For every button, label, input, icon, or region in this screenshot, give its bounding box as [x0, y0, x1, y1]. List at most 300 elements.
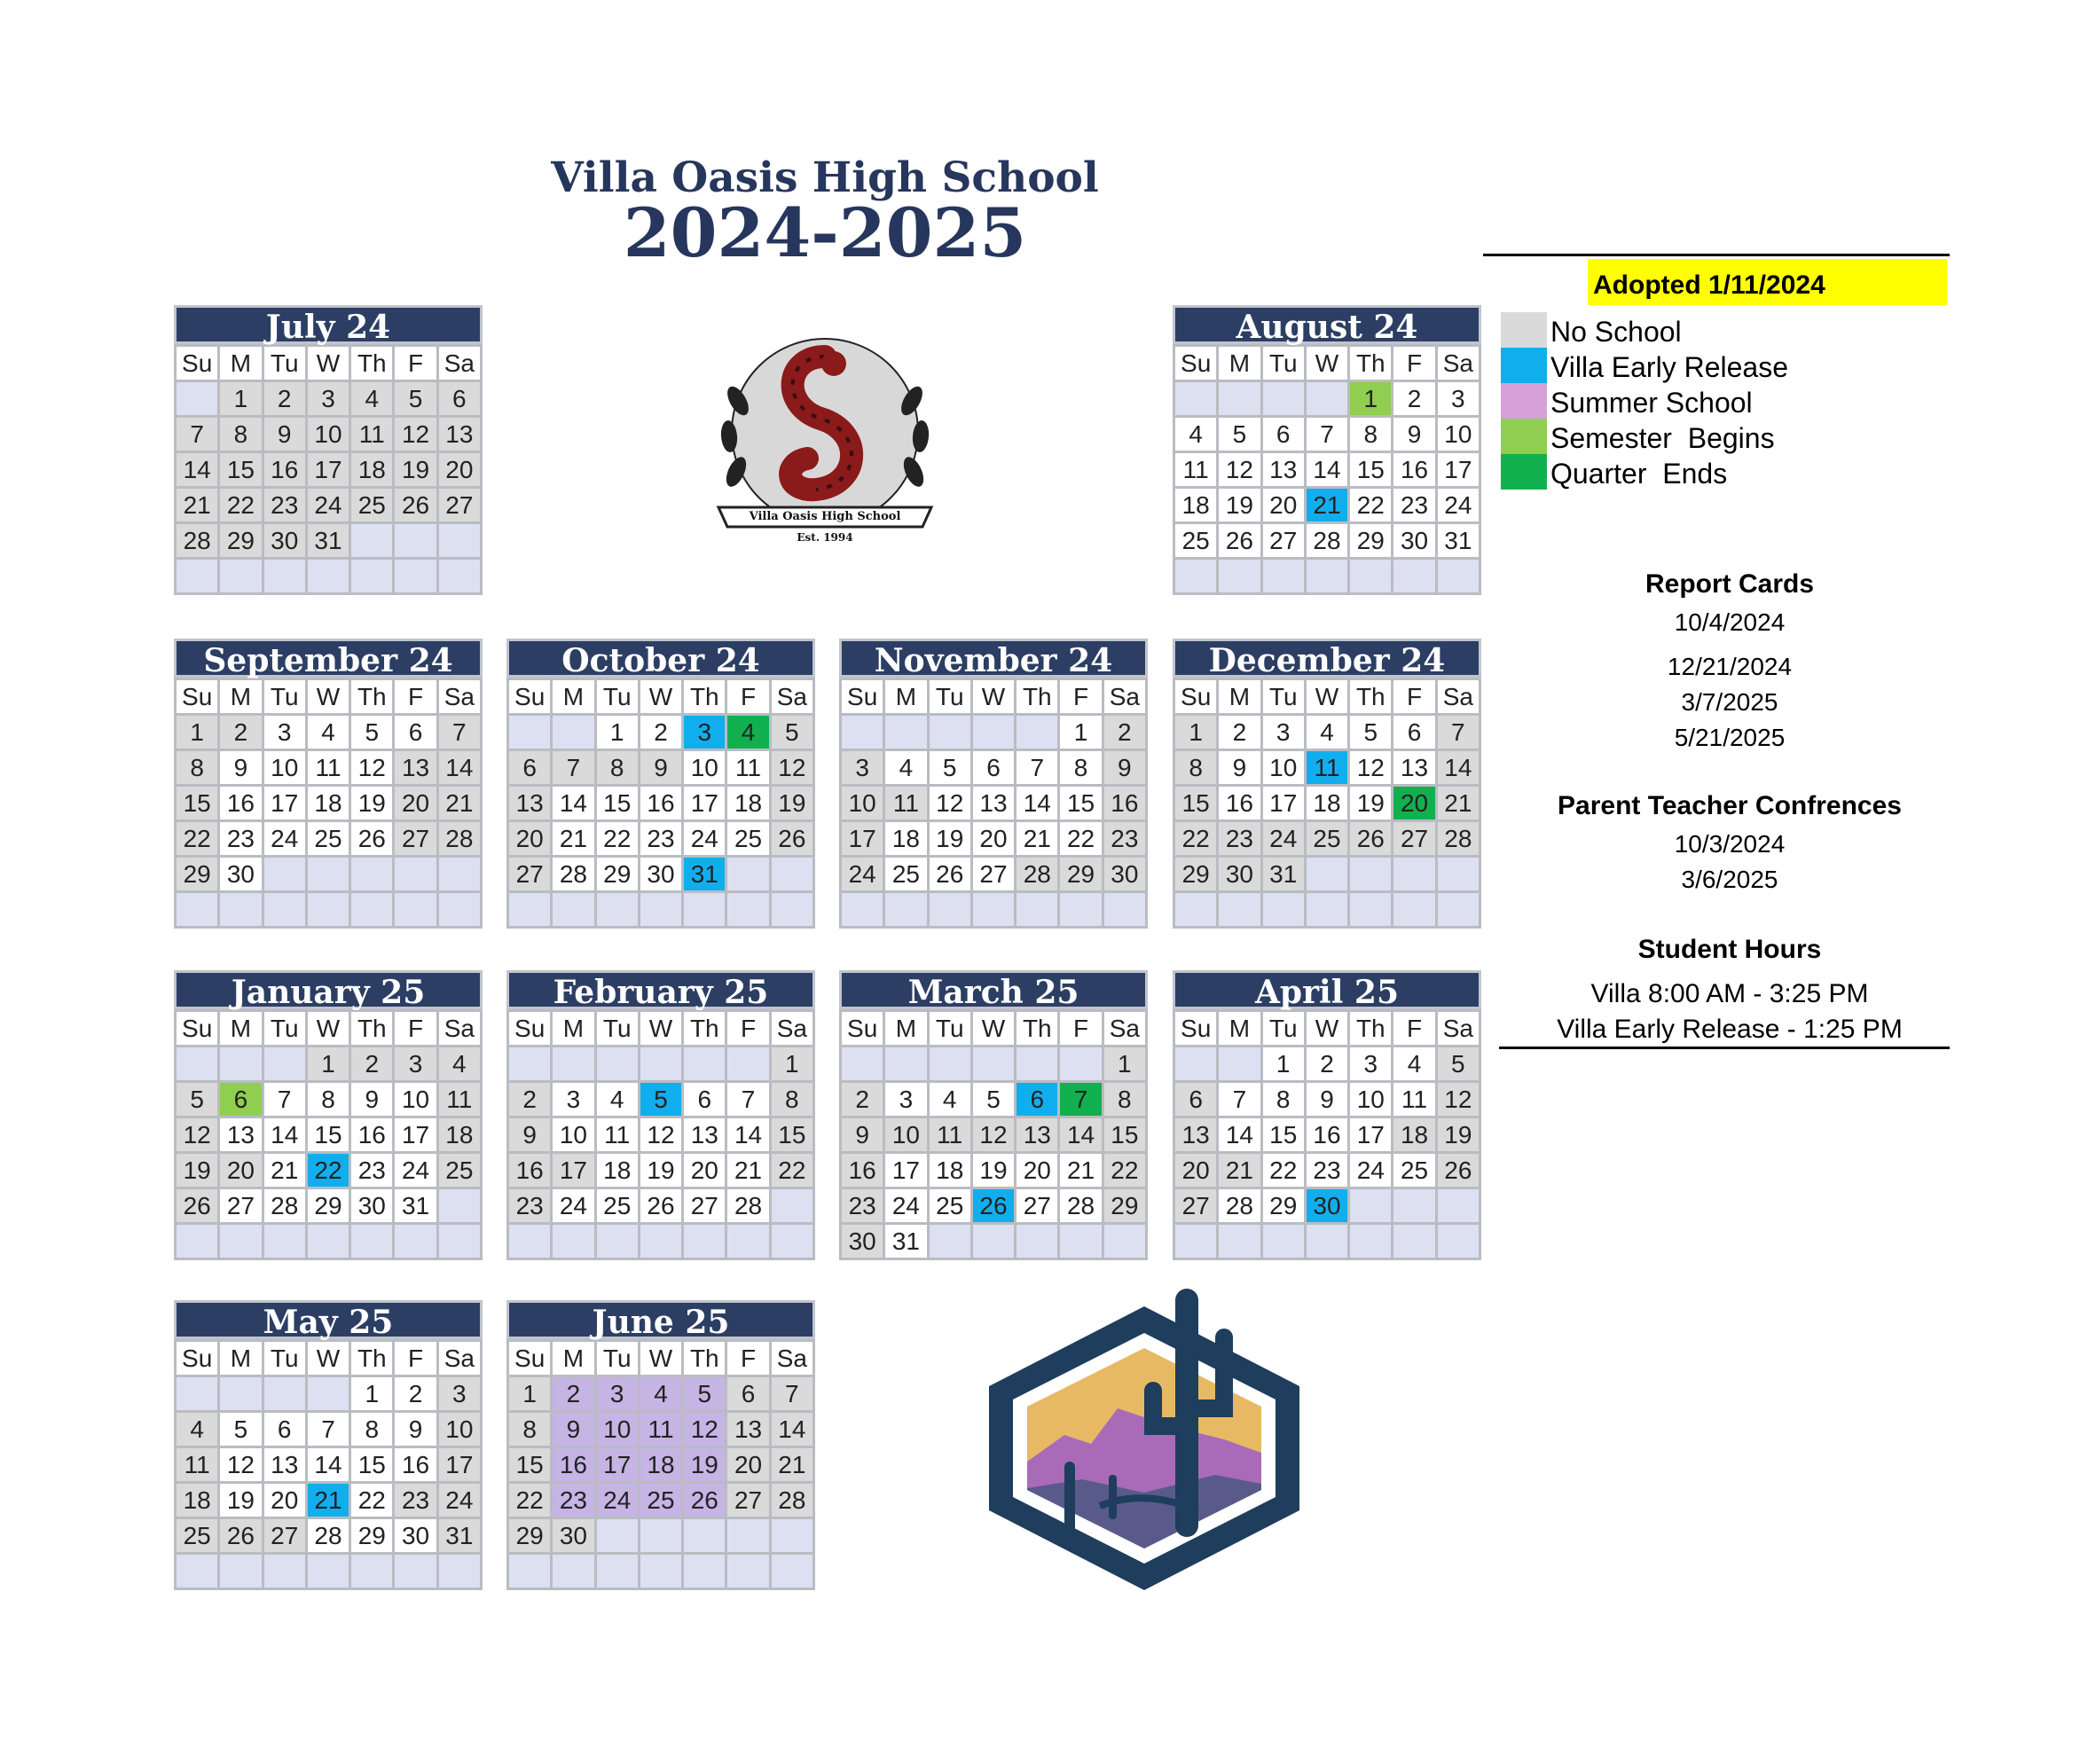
- day-cell: 30: [220, 858, 261, 890]
- day-cell: 22: [220, 489, 261, 521]
- day-cell: 25: [1307, 822, 1347, 855]
- day-cell: 25: [351, 489, 392, 521]
- day-cell: 2: [264, 382, 305, 415]
- weekday-header: W: [1307, 347, 1347, 380]
- day-cell: 7: [1017, 751, 1057, 784]
- day-cell: 14: [727, 1118, 768, 1151]
- empty-cell: [1104, 1225, 1145, 1258]
- day-cell: 18: [439, 1118, 480, 1151]
- day-cell: 5: [684, 1377, 725, 1410]
- day-cell: 18: [640, 1448, 681, 1481]
- student-hours-line: Villa Early Release - 1:25 PM: [1557, 1015, 1903, 1044]
- weekday-header: Th: [684, 680, 725, 713]
- month-title: July 24: [174, 305, 483, 344]
- empty-cell: [727, 893, 768, 926]
- day-cell: 24: [308, 489, 349, 521]
- legend-label-summer-school: Summer School: [1550, 387, 1753, 419]
- weekday-header: Sa: [772, 680, 812, 713]
- day-cell: 17: [1438, 453, 1479, 486]
- month-title: December 24: [1173, 639, 1481, 678]
- day-cell: 12: [351, 751, 392, 784]
- legend-swatch-quarter-ends: [1501, 454, 1547, 490]
- day-cell: 22: [597, 822, 638, 855]
- day-cell: 11: [177, 1448, 217, 1481]
- month-december: [1173, 639, 1481, 929]
- month-january: [174, 970, 483, 1260]
- day-cell: 31: [684, 858, 725, 890]
- empty-cell: [1175, 1047, 1216, 1080]
- day-cell: 15: [1350, 453, 1391, 486]
- day-cell: 28: [264, 1189, 305, 1222]
- day-cell: 30: [553, 1519, 593, 1552]
- empty-cell: [684, 1555, 725, 1588]
- empty-cell: [177, 382, 217, 415]
- day-cell: 3: [553, 1083, 593, 1116]
- weekday-header: Th: [351, 680, 392, 713]
- empty-cell: [1350, 1225, 1391, 1258]
- day-cell: 21: [727, 1154, 768, 1187]
- empty-cell: [351, 1225, 392, 1258]
- empty-cell: [1219, 893, 1260, 926]
- day-cell: 12: [684, 1413, 725, 1446]
- empty-cell: [772, 1519, 812, 1552]
- month-august: [1173, 305, 1481, 595]
- empty-cell: [727, 1519, 768, 1552]
- day-cell: 5: [177, 1083, 217, 1116]
- month-title: April 25: [1173, 970, 1481, 1009]
- empty-cell: [842, 716, 883, 749]
- day-cell: 29: [177, 858, 217, 890]
- empty-cell: [509, 893, 550, 926]
- day-cell: 28: [1219, 1189, 1260, 1222]
- day-cell: 13: [220, 1118, 261, 1151]
- day-cell: 23: [1307, 1154, 1347, 1187]
- empty-cell: [553, 716, 593, 749]
- day-cell: 1: [1060, 716, 1101, 749]
- month-title: May 25: [174, 1300, 483, 1339]
- day-cell: 23: [1104, 822, 1145, 855]
- day-cell: 30: [1393, 524, 1434, 557]
- empty-cell: [1350, 858, 1391, 890]
- empty-cell: [308, 1377, 349, 1410]
- empty-cell: [351, 524, 392, 557]
- day-cell: 6: [220, 1083, 261, 1116]
- day-cell: 7: [177, 418, 217, 451]
- day-cell: 18: [1393, 1118, 1434, 1151]
- day-cell: 14: [1438, 751, 1479, 784]
- weekday-header: Th: [351, 1342, 392, 1375]
- empty-cell: [395, 524, 436, 557]
- day-cell: 24: [1350, 1154, 1391, 1187]
- day-cell: 6: [1175, 1083, 1216, 1116]
- day-cell: 22: [1060, 822, 1101, 855]
- day-cell: 4: [640, 1377, 681, 1410]
- day-cell: 10: [439, 1413, 480, 1446]
- month-may: [174, 1300, 483, 1590]
- ptc-heading: Parent Teacher Confrences: [1558, 791, 1902, 820]
- day-cell: 3: [1350, 1047, 1391, 1080]
- day-cell: 18: [1175, 489, 1216, 521]
- day-cell: 6: [1393, 716, 1434, 749]
- weekday-header: M: [220, 680, 261, 713]
- day-cell: 16: [264, 453, 305, 486]
- adopted-date: Adopted 1/11/2024: [1588, 259, 1947, 305]
- month-june: [506, 1300, 815, 1590]
- weekday-header: Sa: [1104, 680, 1145, 713]
- empty-cell: [1017, 1225, 1057, 1258]
- weekday-header: Su: [177, 1012, 217, 1045]
- day-cell: 1: [597, 716, 638, 749]
- day-cell: 4: [885, 751, 926, 784]
- empty-cell: [1175, 382, 1216, 415]
- day-cell: 20: [973, 822, 1014, 855]
- empty-cell: [1393, 893, 1434, 926]
- day-cell: 29: [1263, 1189, 1304, 1222]
- day-cell: 30: [264, 524, 305, 557]
- day-cell: 31: [885, 1225, 926, 1258]
- day-cell: 16: [842, 1154, 883, 1187]
- day-cell: 2: [1393, 382, 1434, 415]
- day-cell: 7: [772, 1377, 812, 1410]
- crest-banner-text: Villa Oasis High School: [749, 510, 901, 523]
- empty-cell: [439, 893, 480, 926]
- day-cell: 20: [395, 787, 436, 819]
- day-cell: 19: [973, 1154, 1014, 1187]
- weekday-header: Th: [351, 1012, 392, 1045]
- day-cell: 15: [220, 453, 261, 486]
- day-cell: 10: [684, 751, 725, 784]
- day-cell: 27: [395, 822, 436, 855]
- day-cell: 16: [1219, 787, 1260, 819]
- day-cell: 6: [973, 751, 1014, 784]
- empty-cell: [973, 716, 1014, 749]
- legend-top-rule: [1483, 254, 1950, 256]
- legend-swatch-summer-school: [1501, 383, 1547, 419]
- day-cell: 5: [772, 716, 812, 749]
- weekday-header: Tu: [264, 680, 305, 713]
- empty-cell: [553, 1555, 593, 1588]
- report-card-date: 10/4/2024: [1674, 608, 1786, 636]
- empty-cell: [1438, 1225, 1479, 1258]
- day-cell: 15: [597, 787, 638, 819]
- month-title: August 24: [1173, 305, 1481, 344]
- empty-cell: [772, 858, 812, 890]
- day-cell: 31: [1263, 858, 1304, 890]
- weekday-header: F: [395, 347, 436, 380]
- weekday-header: Sa: [1438, 347, 1479, 380]
- weekday-header: Sa: [439, 680, 480, 713]
- day-cell: 22: [772, 1154, 812, 1187]
- weekday-header: Th: [684, 1012, 725, 1045]
- day-cell: 5: [1350, 716, 1391, 749]
- month-march: [839, 970, 1148, 1260]
- day-cell: 12: [973, 1118, 1014, 1151]
- empty-cell: [1307, 382, 1347, 415]
- day-cell: 2: [1104, 716, 1145, 749]
- day-cell: 8: [1060, 751, 1101, 784]
- day-cell: 4: [308, 716, 349, 749]
- day-cell: 11: [727, 751, 768, 784]
- empty-cell: [640, 1555, 681, 1588]
- day-cell: 23: [509, 1189, 550, 1222]
- empty-cell: [439, 1225, 480, 1258]
- empty-cell: [597, 1225, 638, 1258]
- day-cell: 1: [220, 382, 261, 415]
- day-cell: 2: [509, 1083, 550, 1116]
- empty-cell: [509, 1555, 550, 1588]
- weekday-header: Su: [509, 1012, 550, 1045]
- weekday-header: Sa: [772, 1012, 812, 1045]
- day-cell: 30: [1307, 1189, 1347, 1222]
- weekday-header: W: [1307, 680, 1347, 713]
- empty-cell: [177, 560, 217, 592]
- weekday-header: Sa: [1438, 680, 1479, 713]
- desert-hexagon-logo: [967, 1284, 1322, 1595]
- weekday-header: M: [220, 1342, 261, 1375]
- day-cell: 20: [684, 1154, 725, 1187]
- day-cell: 13: [1175, 1118, 1216, 1151]
- empty-cell: [264, 560, 305, 592]
- day-cell: 25: [597, 1189, 638, 1222]
- weekday-header: Tu: [1263, 347, 1304, 380]
- weekday-header: F: [395, 680, 436, 713]
- day-cell: 14: [1307, 453, 1347, 486]
- student-hours-heading: Student Hours: [1637, 935, 1822, 964]
- weekday-header: F: [727, 680, 768, 713]
- day-cell: 28: [772, 1484, 812, 1517]
- day-cell: 20: [1263, 489, 1304, 521]
- day-cell: 3: [308, 382, 349, 415]
- day-cell: 17: [553, 1154, 593, 1187]
- day-cell: 21: [1219, 1154, 1260, 1187]
- empty-cell: [772, 1189, 812, 1222]
- weekday-header: Th: [1350, 347, 1391, 380]
- month-grid: [506, 678, 815, 929]
- day-cell: 14: [1219, 1118, 1260, 1151]
- day-cell: 14: [553, 787, 593, 819]
- day-cell: 22: [351, 1484, 392, 1517]
- day-cell: 7: [553, 751, 593, 784]
- empty-cell: [509, 716, 550, 749]
- day-cell: 3: [1263, 716, 1304, 749]
- day-cell: 30: [395, 1519, 436, 1552]
- weekday-header: Sa: [439, 1342, 480, 1375]
- day-cell: 14: [772, 1413, 812, 1446]
- day-cell: 29: [509, 1519, 550, 1552]
- weekday-header: M: [885, 680, 926, 713]
- day-cell: 9: [1307, 1083, 1347, 1116]
- legend-label-early-release: Villa Early Release: [1550, 351, 1788, 383]
- day-cell: 20: [509, 822, 550, 855]
- day-cell: 17: [439, 1448, 480, 1481]
- day-cell: 9: [395, 1413, 436, 1446]
- day-cell: 13: [395, 751, 436, 784]
- empty-cell: [395, 560, 436, 592]
- empty-cell: [1175, 893, 1216, 926]
- empty-cell: [264, 1047, 305, 1080]
- day-cell: 4: [727, 716, 768, 749]
- day-cell: 4: [1175, 418, 1216, 451]
- day-cell: 27: [1263, 524, 1304, 557]
- day-cell: 19: [1438, 1118, 1479, 1151]
- day-cell: 1: [308, 1047, 349, 1080]
- day-cell: 26: [177, 1189, 217, 1222]
- weekday-header: Tu: [1263, 1012, 1304, 1045]
- day-cell: 23: [640, 822, 681, 855]
- day-cell: 28: [177, 524, 217, 557]
- weekday-header: Tu: [1263, 680, 1304, 713]
- empty-cell: [597, 1555, 638, 1588]
- month-grid: [174, 344, 483, 595]
- month-november: [839, 639, 1148, 929]
- day-cell: 23: [553, 1484, 593, 1517]
- day-cell: 30: [1104, 858, 1145, 890]
- weekday-header: M: [1219, 680, 1260, 713]
- weekday-header: Su: [842, 1012, 883, 1045]
- day-cell: 26: [640, 1189, 681, 1222]
- day-cell: 28: [553, 858, 593, 890]
- day-cell: 31: [308, 524, 349, 557]
- empty-cell: [1307, 893, 1347, 926]
- day-cell: 15: [1263, 1118, 1304, 1151]
- day-cell: 3: [684, 716, 725, 749]
- day-cell: 2: [395, 1377, 436, 1410]
- day-cell: 1: [1175, 716, 1216, 749]
- day-cell: 26: [772, 822, 812, 855]
- day-cell: 27: [264, 1519, 305, 1552]
- day-cell: 13: [439, 418, 480, 451]
- day-cell: 8: [1104, 1083, 1145, 1116]
- day-cell: 23: [220, 822, 261, 855]
- day-cell: 14: [439, 751, 480, 784]
- empty-cell: [1263, 382, 1304, 415]
- day-cell: 16: [395, 1448, 436, 1481]
- day-cell: 3: [842, 751, 883, 784]
- day-cell: 27: [727, 1484, 768, 1517]
- day-cell: 12: [220, 1448, 261, 1481]
- weekday-header: Sa: [1438, 1012, 1479, 1045]
- month-july: [174, 305, 483, 595]
- empty-cell: [930, 893, 970, 926]
- day-cell: 4: [351, 382, 392, 415]
- weekday-header: W: [308, 680, 349, 713]
- month-title: September 24: [174, 639, 483, 678]
- empty-cell: [395, 1225, 436, 1258]
- empty-cell: [727, 858, 768, 890]
- day-cell: 11: [439, 1083, 480, 1116]
- weekday-header: Tu: [597, 1012, 638, 1045]
- empty-cell: [1393, 858, 1434, 890]
- weekday-header: Tu: [930, 1012, 970, 1045]
- day-cell: 8: [351, 1413, 392, 1446]
- day-cell: 26: [395, 489, 436, 521]
- day-cell: 17: [308, 453, 349, 486]
- day-cell: 12: [1350, 751, 1391, 784]
- day-cell: 12: [930, 787, 970, 819]
- weekday-header: F: [1393, 347, 1434, 380]
- day-cell: 27: [973, 858, 1014, 890]
- empty-cell: [640, 893, 681, 926]
- empty-cell: [264, 893, 305, 926]
- day-cell: 21: [1060, 1154, 1101, 1187]
- day-cell: 1: [509, 1377, 550, 1410]
- empty-cell: [395, 893, 436, 926]
- legend-swatch-early-release: [1501, 348, 1547, 383]
- weekday-header: Tu: [597, 680, 638, 713]
- day-cell: 12: [395, 418, 436, 451]
- empty-cell: [220, 1047, 261, 1080]
- day-cell: 29: [597, 858, 638, 890]
- report-card-date: 3/7/2025: [1681, 688, 1778, 716]
- day-cell: 28: [308, 1519, 349, 1552]
- day-cell: 23: [395, 1484, 436, 1517]
- weekday-header: F: [1060, 680, 1101, 713]
- empty-cell: [177, 1377, 217, 1410]
- day-cell: 17: [264, 787, 305, 819]
- day-cell: 18: [351, 453, 392, 486]
- day-cell: 21: [1017, 822, 1057, 855]
- day-cell: 18: [727, 787, 768, 819]
- weekday-header: Th: [684, 1342, 725, 1375]
- empty-cell: [684, 1519, 725, 1552]
- day-cell: 19: [684, 1448, 725, 1481]
- day-cell: 24: [842, 858, 883, 890]
- legend-swatch-no-school: [1501, 312, 1547, 348]
- empty-cell: [351, 858, 392, 890]
- month-grid: [1173, 678, 1481, 929]
- empty-cell: [395, 1555, 436, 1588]
- day-cell: 10: [1350, 1083, 1391, 1116]
- empty-cell: [1438, 560, 1479, 592]
- day-cell: 21: [1307, 489, 1347, 521]
- day-cell: 6: [509, 751, 550, 784]
- weekday-header: W: [308, 347, 349, 380]
- day-cell: 1: [1104, 1047, 1145, 1080]
- day-cell: 3: [1438, 382, 1479, 415]
- day-cell: 9: [351, 1083, 392, 1116]
- weekday-header: Th: [1017, 1012, 1057, 1045]
- day-cell: 12: [177, 1118, 217, 1151]
- month-grid: [506, 1339, 815, 1590]
- empty-cell: [1307, 1225, 1347, 1258]
- empty-cell: [1219, 560, 1260, 592]
- weekday-header: Sa: [1104, 1012, 1145, 1045]
- empty-cell: [177, 1225, 217, 1258]
- day-cell: 8: [772, 1083, 812, 1116]
- day-cell: 13: [1263, 453, 1304, 486]
- empty-cell: [308, 560, 349, 592]
- day-cell: 27: [509, 858, 550, 890]
- weekday-header: Th: [351, 347, 392, 380]
- day-cell: 7: [1060, 1083, 1101, 1116]
- empty-cell: [439, 560, 480, 592]
- weekday-header: M: [220, 1012, 261, 1045]
- day-cell: 19: [1219, 489, 1260, 521]
- day-cell: 25: [640, 1484, 681, 1517]
- day-cell: 16: [1307, 1118, 1347, 1151]
- weekday-header: M: [1219, 1012, 1260, 1045]
- day-cell: 10: [885, 1118, 926, 1151]
- day-cell: 14: [264, 1118, 305, 1151]
- day-cell: 8: [1175, 751, 1216, 784]
- day-cell: 24: [264, 822, 305, 855]
- month-title: January 25: [174, 970, 483, 1009]
- day-cell: 17: [395, 1118, 436, 1151]
- day-cell: 7: [308, 1413, 349, 1446]
- day-cell: 10: [264, 751, 305, 784]
- weekday-header: Th: [1350, 680, 1391, 713]
- empty-cell: [1219, 1225, 1260, 1258]
